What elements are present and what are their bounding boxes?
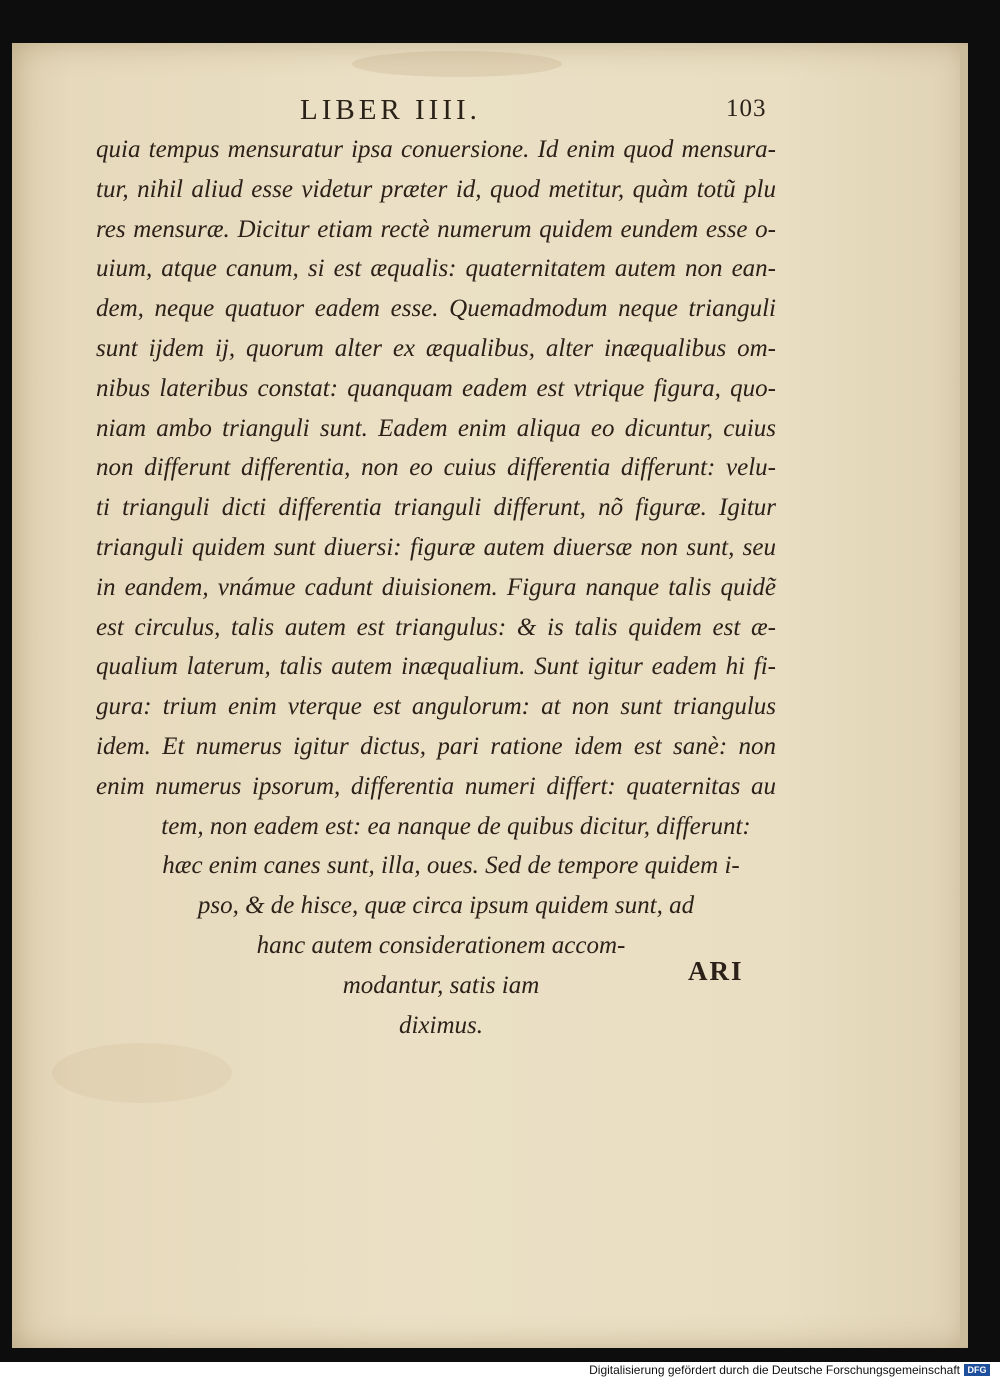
text-line: quia tempus mensuratur ipsa conuersione. Id enim quod mensura- xyxy=(96,136,776,163)
text-line: modantur, satis iam xyxy=(342,971,540,999)
body-text xyxy=(96,130,776,1045)
text-line: tem, non eadem est: ea nanque de quibus dicitur, differunt: xyxy=(161,812,751,840)
page-edge xyxy=(960,46,968,1346)
text-line: idem. Et numerus igitur dictus, pari ratione idem est sanè: non xyxy=(96,732,776,760)
text-line: nibus lateribus constat: quanquam eadem est vtrique figura, quo- xyxy=(96,374,776,402)
page-number: 103 xyxy=(726,95,767,122)
text-line: uium, atque canum, si est æqualis: quaternitatem autem non ean- xyxy=(96,255,776,283)
text-line: sunt ijdem ij, quorum alter ex æqualibus, alter inæqualibus om- xyxy=(96,334,776,362)
catchword: ARI xyxy=(688,956,744,986)
dfg-logo: DFG xyxy=(964,1364,990,1376)
stain xyxy=(52,1043,232,1103)
text-line: ti trianguli dicti differentia trianguli differunt, nõ figuræ. Igitur xyxy=(96,494,776,522)
text-line: dem, neque quatuor eadem esse. Quemadmodum neque trianguli xyxy=(96,295,776,323)
text-line: niam ambo trianguli sunt. Eadem enim aliqua eo dicuntur, cuius xyxy=(96,414,776,442)
text-line: qualium laterum, talis autem inæqualium. Sunt igitur eadem hi fi- xyxy=(96,653,776,681)
text-line: enim numerus ipsorum, differentia numeri differt: quaternitas au xyxy=(96,772,776,800)
stain xyxy=(352,51,562,77)
text-line: trianguli quidem sunt diuersi: figuræ autem diuersæ non sunt, seu xyxy=(96,533,776,561)
text-line: non differunt differentia, non eo cuius differentia differunt: velu- xyxy=(96,454,776,482)
text-line: res mensuræ. Dicitur etiam rectè numerum quidem eundem esse o- xyxy=(96,215,776,243)
text-line: pso, & de hisce, quæ circa ipsum quidem sunt, ad xyxy=(197,892,695,920)
text-line: est circulus, talis autem est triangulus: & is talis quidem est æ- xyxy=(96,613,776,641)
text-line: hæc enim canes sunt, illa, oues. Sed de tempore quidem i- xyxy=(162,852,740,880)
text-line: diximus. xyxy=(398,1011,484,1039)
text-line: tur, nihil aliud esse videtur præter id, quod metitur, quàm totũ plu xyxy=(96,175,776,203)
text-line: gura: trium enim vterque est angulorum: at non sunt triangulus xyxy=(96,693,776,721)
funding-note: Digitalisierung gefördert durch die Deutsche Forschungsgemeinschaft xyxy=(589,1363,960,1377)
running-head: LIBER IIII. xyxy=(300,94,481,126)
text-line: in eandem, vnámue cadunt diuisionem. Figura nanque talis quidẽ xyxy=(96,573,776,601)
text-line: hanc autem considerationem accom- xyxy=(256,931,626,959)
